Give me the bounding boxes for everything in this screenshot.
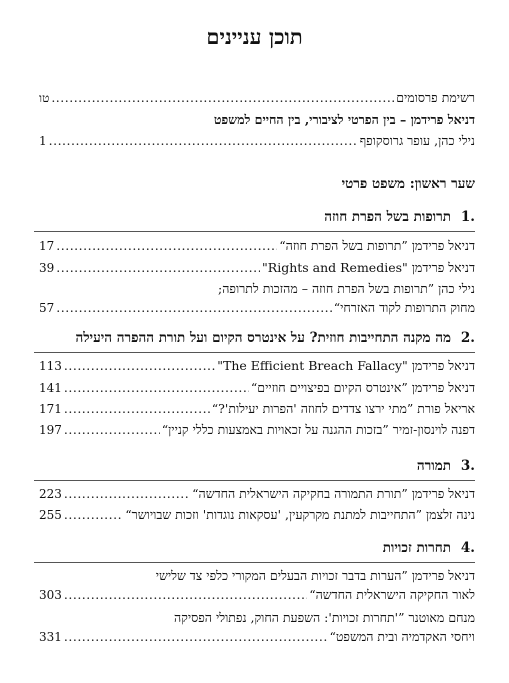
toc-entry bbox=[39, 399, 475, 419]
entry-text: מחוק התרופות לקוד האזרחי“ bbox=[333, 300, 475, 315]
dot-leader bbox=[64, 378, 249, 398]
dot-leader bbox=[64, 585, 307, 605]
entry-text: נילי כהן, עופר גרוסקופף bbox=[359, 133, 475, 148]
dot-leader bbox=[49, 131, 358, 151]
part-title: שער ראשון: משפט פרטי bbox=[341, 176, 475, 192]
entry-text: דפנה לוינסון-זמיר ”בזכות ההגנה על זכאויות באמצעות כללי קניין“ bbox=[161, 422, 475, 437]
chapter-heading bbox=[35, 206, 475, 228]
entry-text: אריאל פורת ”מתי ירצו צדדים לחוזה 'הפרות יעילות'?“ bbox=[211, 401, 475, 416]
toc-entry bbox=[39, 420, 475, 440]
entry-page: 171 bbox=[39, 402, 62, 416]
dot-leader bbox=[64, 484, 190, 504]
entry-page: 331 bbox=[39, 630, 62, 644]
dot-leader bbox=[64, 399, 210, 419]
toc-entry bbox=[39, 627, 475, 647]
chapter-divider bbox=[34, 480, 475, 481]
chapter-number: 1. bbox=[460, 209, 475, 225]
toc-entry bbox=[39, 298, 475, 318]
toc-entry-line: מנחם מאוטנר ”'תחרות זכויות': השפעת החוק, נפתולי הפסיקה bbox=[173, 610, 475, 625]
page-title: תוכן עניינים bbox=[206, 24, 303, 49]
entry-text: דניאל פרידמן "The Efficient Breach Fallacy" bbox=[217, 358, 475, 373]
dot-leader bbox=[56, 258, 260, 278]
chapter-heading bbox=[35, 327, 475, 349]
toc-entry-line: דניאל פרידמן ”הערות בדבר זכויות הבעלים המקורי כלפי צד שלישי bbox=[155, 568, 475, 583]
chapter-divider bbox=[34, 352, 475, 353]
toc-entry bbox=[39, 356, 475, 376]
chapter-title: תמורה bbox=[416, 458, 451, 474]
toc-entry bbox=[39, 505, 475, 525]
entry-text: דניאל פרידמן ”תרופות בשל הפרת חוזה“ bbox=[279, 238, 475, 253]
toc-entry-authors bbox=[39, 131, 475, 151]
entry-page: 141 bbox=[39, 381, 62, 395]
entry-text: רשימת פרסומים bbox=[396, 90, 475, 105]
chapter-heading bbox=[35, 455, 475, 477]
toc-entry-publications bbox=[39, 88, 475, 108]
entry-text: נינה זלצמן ”התחייבות למתנת מקרקעין, 'עסקאות נוגדות' וזכות שבויושר“ bbox=[125, 507, 475, 522]
chapter-divider bbox=[34, 231, 475, 232]
chapter-number: 4. bbox=[460, 540, 475, 556]
entry-page: 1 bbox=[39, 134, 47, 148]
entry-text: ויחסי האקדמיה ובית המשפט“ bbox=[329, 629, 475, 644]
entry-text: דניאל פרידמן ”אינטרס הקיום בפיצויים חוזיים“ bbox=[250, 380, 475, 395]
entry-page: 17 bbox=[39, 239, 55, 253]
entry-page: 197 bbox=[39, 423, 62, 437]
chapter-heading bbox=[35, 537, 475, 559]
chapter-number: 3. bbox=[460, 458, 475, 474]
entry-page: 223 bbox=[39, 487, 62, 501]
entry-page: 113 bbox=[39, 359, 62, 373]
dot-leader bbox=[64, 627, 328, 647]
toc-entry bbox=[39, 585, 475, 605]
entry-text: לאור החקיקה הישראלית החדשה“ bbox=[309, 587, 475, 602]
toc-entry bbox=[39, 236, 475, 256]
entry-text: דניאל פרידמן "Rights and Remedies" bbox=[262, 260, 475, 275]
dot-leader bbox=[64, 356, 215, 376]
chapter-title: תחרות זכויות bbox=[382, 540, 451, 556]
chapter-number: 2. bbox=[460, 330, 475, 346]
entry-page: 303 bbox=[39, 588, 62, 602]
toc-entry-line: נילי כהן ”תרופות בשל הפרת חוזה – מהזכות לתרופה; bbox=[218, 281, 475, 296]
dot-leader bbox=[56, 236, 277, 256]
entry-page: טו bbox=[39, 91, 50, 105]
chapter-title: מה מקנה התחייבות חוזית? על אינטרס הקיום ועל תורת ההפרה היעילה bbox=[75, 330, 451, 346]
dot-leader bbox=[51, 88, 394, 108]
chapter-divider bbox=[34, 562, 475, 563]
toc-entry-heading: דניאל פרידמן – בין הפרטי לציבורי, בין החיים למשפט bbox=[213, 112, 475, 127]
dot-leader bbox=[64, 420, 160, 440]
dot-leader bbox=[56, 298, 331, 318]
entry-text: דניאל פרידמן ”תורת התמורה בחקיקה הישראלית החדשה“ bbox=[192, 486, 475, 501]
entry-page: 255 bbox=[39, 508, 62, 522]
chapter-title: תרופות בשל הפרת חוזה bbox=[324, 209, 451, 225]
dot-leader bbox=[64, 505, 123, 525]
entry-page: 57 bbox=[39, 301, 55, 315]
toc-entry bbox=[39, 484, 475, 504]
toc-entry bbox=[39, 258, 475, 278]
toc-entry bbox=[39, 378, 475, 398]
entry-page: 39 bbox=[39, 261, 55, 275]
